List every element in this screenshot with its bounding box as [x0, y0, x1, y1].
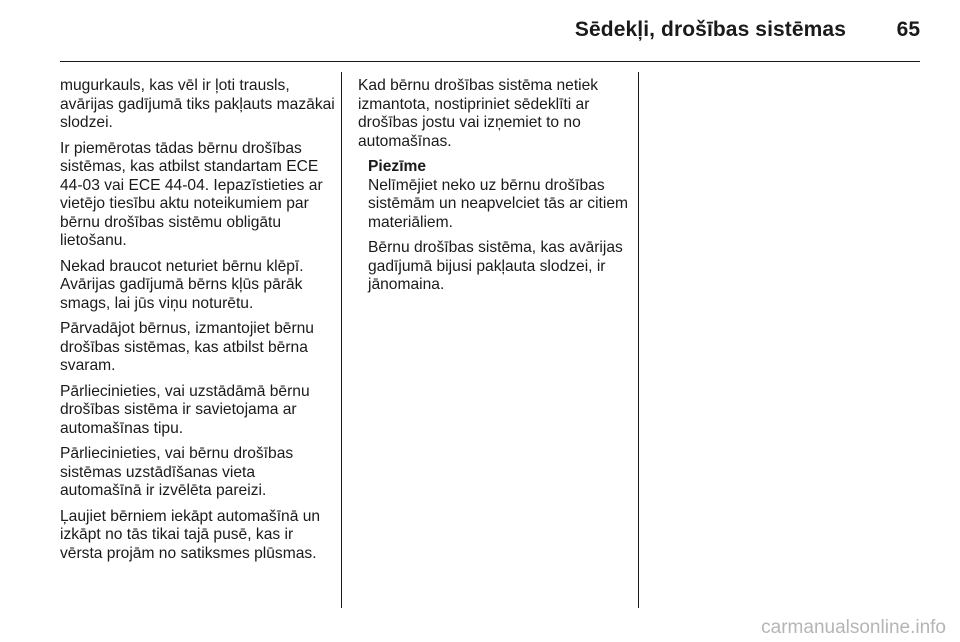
page-number: 65 — [896, 18, 920, 41]
paragraph: Pārliecinieties, vai bērnu drošības sistēmas uzstādīšanas vieta automašīnā ir izvēlēta pareizi. — [60, 445, 294, 499]
column-divider-left — [341, 72, 342, 608]
note-title: Piezīme — [368, 158, 427, 175]
paragraph: Kad bērnu drošības sistēma netiek izmantota, nostipriniet sēdeklīti ar drošības jostu vai izņemiet to no automašīnas. — [358, 77, 599, 150]
paragraph: mugurkauls, kas vēl ir ļoti trausls, avārijas gadījumā tiks pakļauts mazākai slodzei. — [60, 77, 335, 131]
watermark: carmanualsonline.info — [761, 617, 946, 638]
paragraph: Pārvadājot bērnus, izmantojiet bērnu drošības sistēmas, kas atbilst bērna svaram. — [60, 320, 314, 374]
note-text: Nelīmējiet neko uz bērnu drošības sistēmām un neapvelciet tās ar citiem materiāliem. — [368, 176, 628, 231]
middle-column — [358, 77, 628, 302]
column-divider-right — [638, 72, 639, 608]
paragraph: Nekad braucot neturiet bērnu klēpī. Avārijas gadījumā bērns kļūs pārāk smags, lai jūs viņu noturētu. — [60, 257, 304, 312]
left-column — [60, 77, 338, 570]
paragraph: Pārliecinieties, vai uzstādāmā bērnu drošības sistēma ir savietojama ar automašīnas tipu. — [60, 382, 310, 437]
paragraph: Ir piemērotas tādas bērnu drošības sistēmas, kas atbilst standartam ECE 44-03 vai ECE 44-04. Iepazīstieties ar vietējo tiesību aktu noteikumiem par bērnu drošības sistēmu obligātu lietošanu. — [60, 139, 323, 249]
note-box — [368, 158, 628, 295]
paragraph: Ļaujiet bērniem iekāpt automašīnā un izkāpt no tās tikai tajā pusē, kas ir vērsta projām no satiksmes plūsmas. — [60, 507, 321, 562]
note-text: Bērnu drošības sistēma, kas avārijas gadījumā bijusi pakļauta slodzei, ir jānomaina. — [368, 239, 623, 293]
section-title: Sēdekļi, drošības sistēmas — [574, 18, 846, 41]
header-divider — [60, 61, 920, 62]
page-header — [60, 18, 920, 44]
